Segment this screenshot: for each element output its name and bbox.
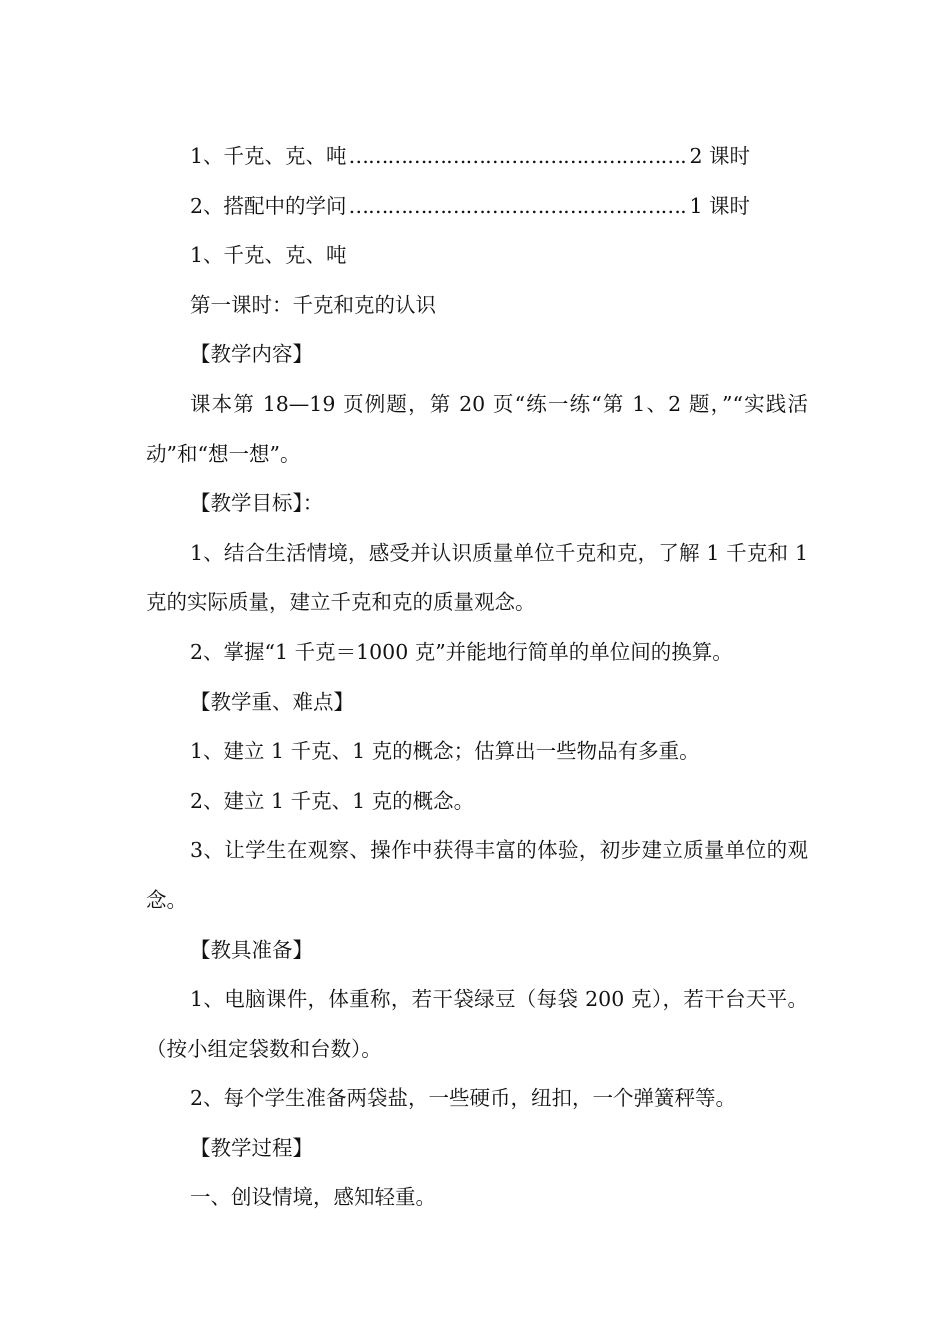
paragraph-key-point-3: 3、让学生在观察、操作中获得丰富的体验，初步建立质量单位的观念。 [146, 838, 808, 912]
paragraph-goal-2: 2、掌握“1 千克＝1000 克”并能地行简单的单位间的换算。 [190, 639, 733, 664]
section-heading: 1、千克、克、吨 [190, 243, 347, 268]
paragraph-teaching-content: 课本第 18—19 页例题，第 20 页“练一练“第 1、2 题，”“实践活动”和“想一想”。 [146, 391, 808, 466]
paragraph-key-point-2: 2、建立 1 千克、1 克的概念。 [190, 788, 475, 813]
paragraph-goal-1: 1、结合生活情境，感受并认识质量单位千克和克，了解 1 千克和 1 克的实际质量，建立千克和克的质量观念。 [146, 540, 808, 615]
toc-label: 1、千克、克、吨 [190, 144, 347, 168]
toc-row-2 [146, 182, 750, 232]
toc-value: 2 课时 [689, 144, 750, 168]
paragraph-material-2: 2、每个学生准备两袋盐，一些硬币，纽扣，一个弹簧秤等。 [190, 1086, 737, 1111]
heading-key-points: 【教学重、难点】 [190, 689, 354, 714]
document-body [146, 132, 808, 1223]
toc-value: 1 课时 [689, 193, 750, 218]
heading-materials: 【教具准备】 [190, 937, 313, 962]
paragraph-material-1: 1、电脑课件，体重称，若干袋绿豆（每袋 200 克），若干台天平。（按小组定袋数和台数）。 [146, 987, 808, 1061]
paragraph-key-point-1: 1、建立 1 千克、1 克的概念；估算出一些物品有多重。 [190, 739, 700, 764]
toc-leader-dots [349, 182, 688, 232]
toc-row-1 [146, 132, 750, 182]
toc-label: 2、搭配中的学问 [190, 193, 347, 218]
heading-teaching-goals: 【教学目标】： [190, 491, 324, 516]
toc-leader-dots [349, 132, 688, 182]
heading-teaching-process: 【教学过程】 [190, 1135, 313, 1160]
lesson-title: 第一课时：千克和克的认识 [190, 292, 436, 317]
paragraph-process-step-1: 一、创设情境，感知轻重。 [190, 1185, 436, 1210]
heading-teaching-content: 【教学内容】 [190, 342, 313, 367]
